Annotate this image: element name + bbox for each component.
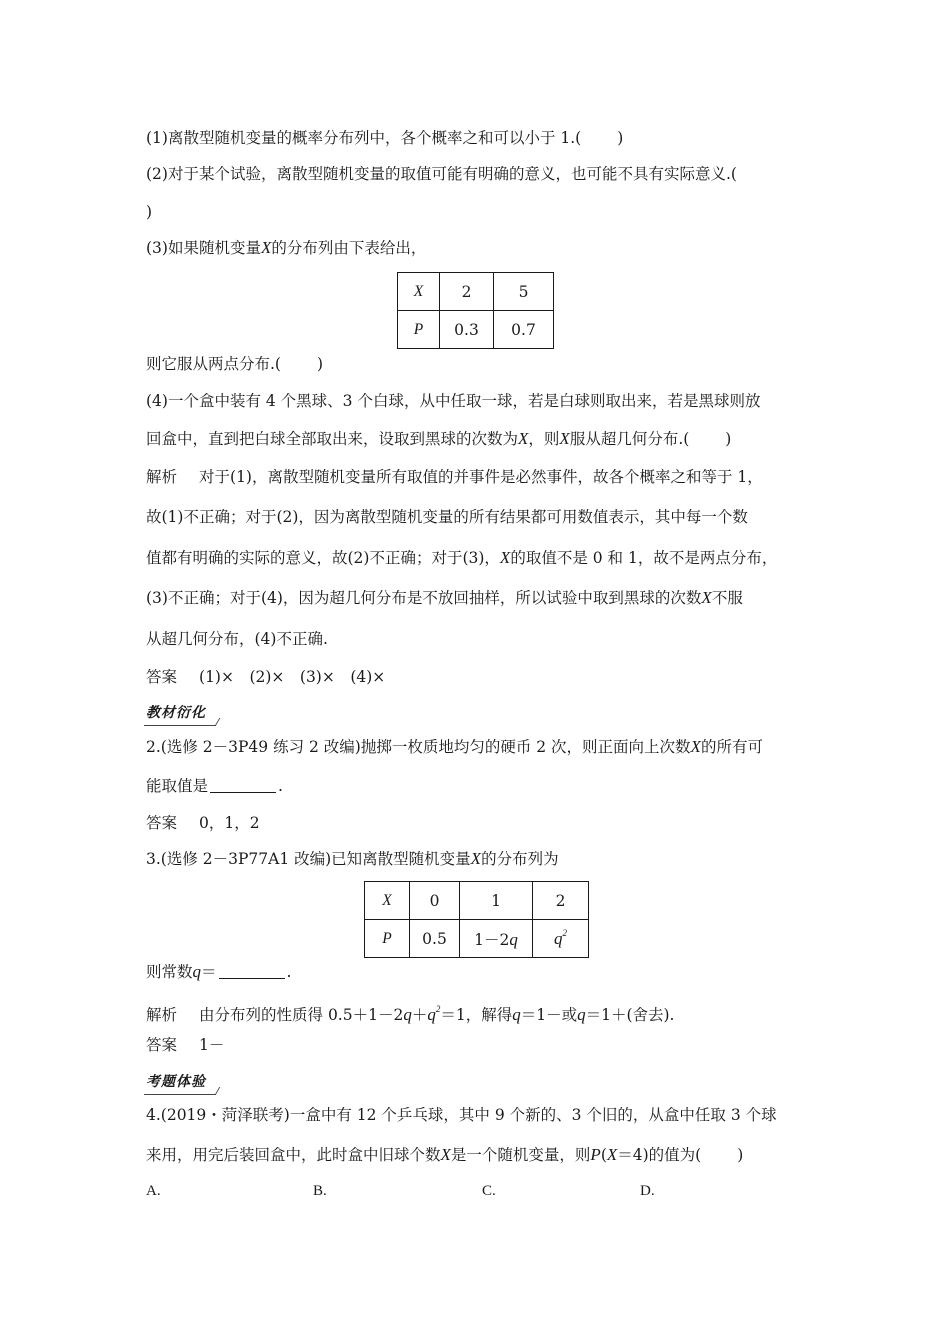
table-cell: 2: [533, 882, 589, 920]
q1-statement-2: (2)对于某个试验，离散型随机变量的取值可能有明确的意义，也可能不具有实际意义.(: [146, 165, 737, 183]
table-cell: P: [398, 311, 440, 349]
q1-analysis-1: 解析 对于(1)，离散型随机变量所有取值的并事件是必然事件，故各个概率之和等于 1，: [146, 468, 763, 486]
table-cell: 5: [494, 273, 554, 311]
q1-statement-1: (1)离散型随机变量的概率分布列中，各个概率之和可以小于 1.( ): [146, 129, 624, 147]
table-cell: P: [365, 920, 410, 958]
answer-blank: [210, 780, 276, 793]
table-cell: 0.3: [440, 311, 494, 349]
table-cell: 0: [410, 882, 460, 920]
table-cell: $q^2$: [533, 920, 589, 958]
q3-answer: 答案 1－: [146, 1036, 225, 1054]
q3-stem-1: 3.(选修 2－3P77A1 改编)已知离散型随机变量X的分布列为: [146, 849, 559, 868]
option-b[interactable]: B.: [313, 1183, 327, 1199]
answer-blank: [219, 966, 285, 979]
table-cell: 2: [440, 273, 494, 311]
q3-analysis: 解析 由分布列的性质得 $0.5+1-2q+q^2=1$，解得q＝1－或q＝1＋(舍去).: [146, 1004, 675, 1024]
table-cell: X: [398, 273, 440, 311]
q1-statement-4-cont: 回盒中，直到把白球全部取出来，设取到黑球的次数为X，则X服从超几何分布.( ): [146, 429, 732, 448]
option-a[interactable]: A.: [146, 1183, 161, 1199]
q1-distribution-table: [397, 272, 554, 349]
section-title-textbook: 教材衍化: [146, 702, 206, 722]
table-cell: 1－2q: [460, 920, 533, 958]
q1-statement-2-end: ): [146, 203, 153, 221]
q3-distribution-table: [364, 881, 589, 958]
q1-statement-3: (3)如果随机变量X的分布列由下表给出，: [146, 238, 427, 257]
table-cell: 0.5: [410, 920, 460, 958]
q2-stem-2: 能取值是 .: [146, 777, 283, 795]
q1-statement-3-end: 则它服从两点分布.( ): [146, 355, 324, 373]
q1-statement-4: (4)一个盒中装有 4 个黑球、3 个白球，从中任取一球，若是白球则取出来，若是黑球则放: [146, 392, 761, 410]
q2-answer: 答案 0，1，2: [146, 814, 260, 832]
table-cell: 0.7: [494, 311, 554, 349]
q1-answer: 答案 (1)× (2)× (3)× (4)×: [146, 668, 386, 686]
q1-analysis-5: 从超几何分布，(4)不正确.: [146, 630, 328, 648]
section-title-exam: 考题体验: [146, 1071, 206, 1091]
q4-stem-2: 来用，用完后装回盒中，此时盒中旧球个数X是一个随机变量，则P(X＝4)的值为( ): [146, 1145, 744, 1164]
q4-stem-1: 4.(2019・菏泽联考)一盒中有 12 个乒乓球，其中 9 个新的、3 个旧的，从盒中任取 3 个球: [146, 1106, 777, 1124]
option-c[interactable]: C.: [482, 1183, 496, 1199]
table-cell: X: [365, 882, 410, 920]
q3-stem-2: 则常数q＝ .: [146, 962, 292, 981]
q1-analysis-2: 故(1)不正确；对于(2)，因为离散型随机变量的所有结果都可用数值表示，其中每一个数: [146, 508, 748, 526]
option-d[interactable]: D.: [640, 1183, 655, 1199]
q2-stem-1: 2.(选修 2－3P49 练习 2 改编)抛掷一枚质地均匀的硬币 2 次，则正面向上次数X的所有可: [146, 737, 763, 756]
table-cell: 1: [460, 882, 533, 920]
q1-analysis-4: (3)不正确；对于(4)，因为超几何分布是不放回抽样，所以试验中取到黑球的次数X不服: [146, 588, 743, 607]
q1-analysis-3: 值都有明确的实际的意义，故(2)不正确；对于(3)，X的取值不是 0 和 1，故不是两点分布，: [146, 548, 778, 567]
